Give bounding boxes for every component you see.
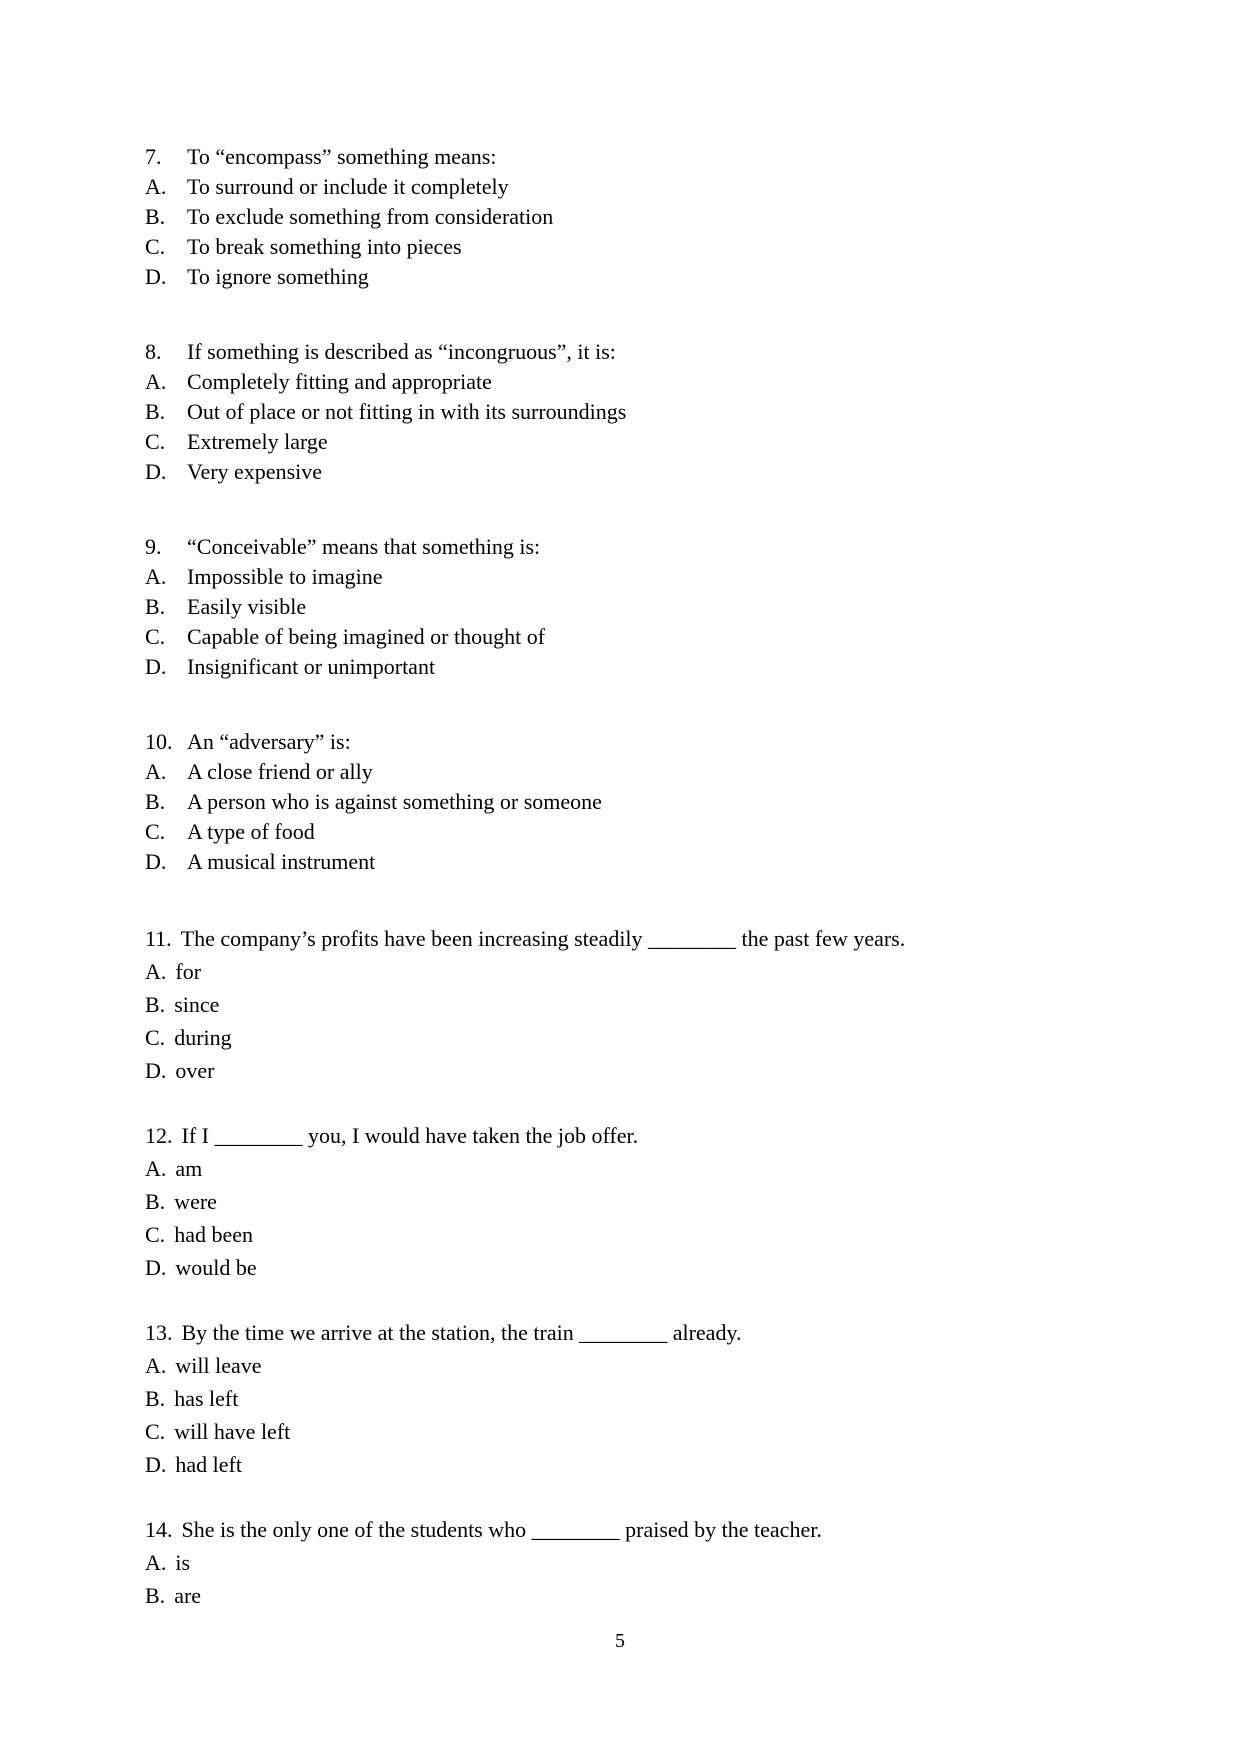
option-line xyxy=(145,202,1200,232)
question-number: 8. xyxy=(145,339,162,364)
option-line xyxy=(145,1054,1200,1087)
option-text: Insignificant or unimportant xyxy=(187,654,436,679)
option-label: A. xyxy=(145,959,167,984)
option-text: Out of place or not fitting in with its surroundings xyxy=(187,399,627,424)
question-prompt: If I ________ you, I would have taken the job offer. xyxy=(181,1123,639,1148)
option-label: A. xyxy=(145,1156,167,1181)
option-line xyxy=(145,1349,1200,1382)
option-label: B. xyxy=(145,789,166,814)
option-line xyxy=(145,1185,1200,1218)
option-label: B. xyxy=(145,399,166,424)
question-number: 11. xyxy=(145,926,172,951)
option-label: A. xyxy=(145,1353,167,1378)
question-prompt-line xyxy=(145,142,1200,172)
option-line xyxy=(145,817,1200,847)
option-label: A. xyxy=(145,1550,167,1575)
questions-list xyxy=(145,142,1200,1644)
option-label: D. xyxy=(145,459,167,484)
option-line xyxy=(145,1382,1200,1415)
option-text: To ignore something xyxy=(187,264,369,289)
option-label: C. xyxy=(145,1419,166,1444)
option-text: A type of food xyxy=(187,819,315,844)
option-text: were xyxy=(174,1189,217,1214)
option-text: A person who is against something or someone xyxy=(187,789,602,814)
question-block xyxy=(145,1513,1200,1612)
option-line xyxy=(145,1546,1200,1579)
question-block xyxy=(145,1316,1200,1481)
option-label: C. xyxy=(145,1025,166,1050)
option-line xyxy=(145,1021,1200,1054)
option-line xyxy=(145,1251,1200,1284)
question-block xyxy=(145,337,1200,487)
option-text: over xyxy=(175,1058,215,1083)
question-prompt-line xyxy=(145,727,1200,757)
option-line xyxy=(145,262,1200,292)
option-label: C. xyxy=(145,234,166,259)
option-text: To break something into pieces xyxy=(187,234,462,259)
option-label: D. xyxy=(145,849,167,874)
option-label: D. xyxy=(145,264,167,289)
option-line xyxy=(145,427,1200,457)
option-line xyxy=(145,397,1200,427)
option-label: A. xyxy=(145,174,167,199)
option-line xyxy=(145,1579,1200,1612)
question-number: 9. xyxy=(145,534,162,559)
option-label: B. xyxy=(145,204,166,229)
option-line xyxy=(145,847,1200,877)
question-number: 12. xyxy=(145,1123,173,1148)
question-prompt-line xyxy=(145,1513,1200,1546)
option-line xyxy=(145,1152,1200,1185)
option-text: had been xyxy=(174,1222,253,1247)
option-label: D. xyxy=(145,1058,167,1083)
option-text: will have left xyxy=(174,1419,291,1444)
option-line xyxy=(145,955,1200,988)
option-label: B. xyxy=(145,1189,166,1214)
question-block xyxy=(145,727,1200,877)
question-prompt-line xyxy=(145,1119,1200,1152)
question-number: 14. xyxy=(145,1517,173,1542)
option-line xyxy=(145,1218,1200,1251)
option-label: C. xyxy=(145,624,166,649)
question-prompt: “Conceivable” means that something is: xyxy=(187,534,541,559)
question-prompt-line xyxy=(145,337,1200,367)
option-text: would be xyxy=(175,1255,257,1280)
option-line xyxy=(145,367,1200,397)
option-text: is xyxy=(175,1550,191,1575)
option-text: To exclude something from consideration xyxy=(187,204,554,229)
option-line xyxy=(145,988,1200,1021)
option-label: D. xyxy=(145,1452,167,1477)
option-text: Easily visible xyxy=(187,594,307,619)
question-prompt-line xyxy=(145,532,1200,562)
page-number: 5 xyxy=(615,1630,625,1652)
question-prompt-line xyxy=(145,922,1200,955)
option-text: Capable of being imagined or thought of xyxy=(187,624,546,649)
option-line xyxy=(145,232,1200,262)
option-label: C. xyxy=(145,1222,166,1247)
option-text: Impossible to imagine xyxy=(187,564,383,589)
option-label: B. xyxy=(145,594,166,619)
option-label: D. xyxy=(145,654,167,679)
option-label: C. xyxy=(145,429,166,454)
option-line xyxy=(145,787,1200,817)
option-label: C. xyxy=(145,819,166,844)
option-text: since xyxy=(174,992,220,1017)
question-block xyxy=(145,1119,1200,1284)
option-text: Extremely large xyxy=(187,429,328,454)
option-label: B. xyxy=(145,1386,166,1411)
option-label: D. xyxy=(145,1255,167,1280)
option-text: Very expensive xyxy=(187,459,323,484)
option-text: To surround or include it completely xyxy=(187,174,509,199)
option-text: has left xyxy=(174,1386,239,1411)
option-line xyxy=(145,562,1200,592)
question-prompt: An “adversary” is: xyxy=(187,729,351,754)
option-text: A close friend or ally xyxy=(187,759,373,784)
option-text: A musical instrument xyxy=(187,849,376,874)
option-label: B. xyxy=(145,1583,166,1608)
question-number: 10. xyxy=(145,729,173,754)
question-prompt: She is the only one of the students who ________ praised by the teacher. xyxy=(181,1517,822,1542)
option-line xyxy=(145,757,1200,787)
option-line xyxy=(145,172,1200,202)
option-line xyxy=(145,1448,1200,1481)
option-label: B. xyxy=(145,992,166,1017)
option-label: A. xyxy=(145,759,167,784)
option-line xyxy=(145,1415,1200,1448)
question-prompt: The company’s profits have been increasing steadily ________ the past few years. xyxy=(180,926,906,951)
question-prompt-line xyxy=(145,1316,1200,1349)
question-block xyxy=(145,532,1200,682)
option-line xyxy=(145,622,1200,652)
option-text: during xyxy=(174,1025,232,1050)
option-line xyxy=(145,652,1200,682)
option-label: A. xyxy=(145,369,167,394)
option-text: are xyxy=(174,1583,202,1608)
option-line xyxy=(145,457,1200,487)
question-block xyxy=(145,142,1200,292)
question-prompt: To “encompass” something means: xyxy=(187,144,497,169)
option-text: am xyxy=(175,1156,203,1181)
option-line xyxy=(145,592,1200,622)
question-prompt: By the time we arrive at the station, the train ________ already. xyxy=(181,1320,742,1345)
question-number: 13. xyxy=(145,1320,173,1345)
option-text: will leave xyxy=(175,1353,262,1378)
option-text: had left xyxy=(175,1452,242,1477)
question-block xyxy=(145,922,1200,1087)
question-prompt: If something is described as “incongruous”, it is: xyxy=(187,339,616,364)
option-text: for xyxy=(175,959,202,984)
option-text: Completely fitting and appropriate xyxy=(187,369,492,394)
option-label: A. xyxy=(145,564,167,589)
question-number: 7. xyxy=(145,144,162,169)
